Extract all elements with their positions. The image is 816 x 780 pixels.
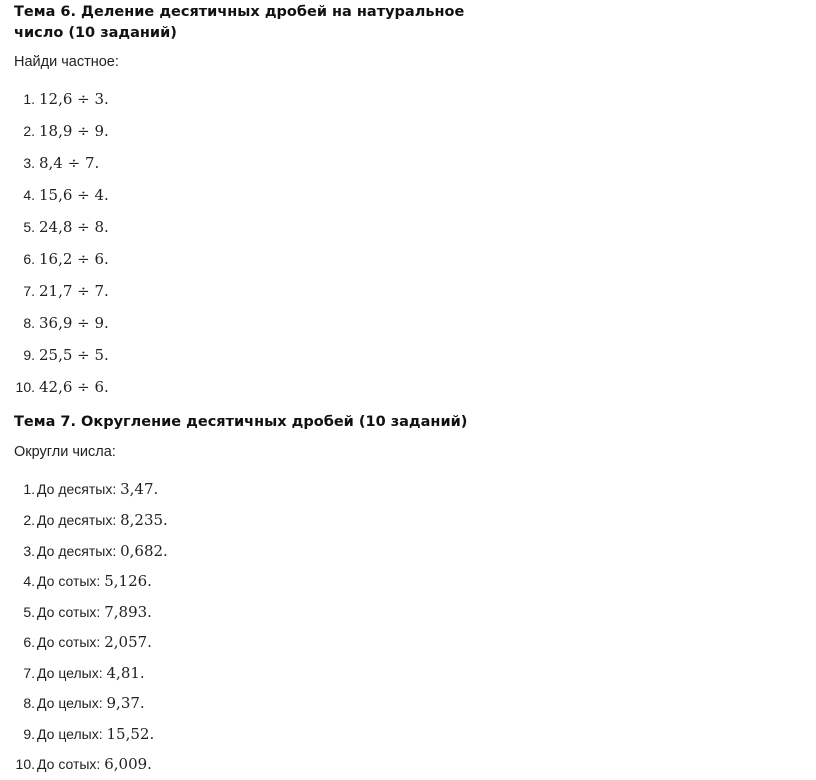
- rounding-value: 9,37.: [106, 694, 145, 712]
- rounding-task: [37, 479, 158, 499]
- topic7-title: Тема 7. Округление десятичных дробей (10 заданий): [14, 414, 468, 430]
- rounding-label: До сотых:: [37, 634, 105, 650]
- rounding-value: 0,682.: [120, 542, 168, 560]
- division-expression: 18,9 ÷ 9.: [39, 122, 109, 140]
- item-number: 5.: [23, 604, 35, 620]
- division-expression: 36,9 ÷ 9.: [39, 314, 109, 332]
- item-number: 5.: [23, 219, 35, 235]
- rounding-label: До целых:: [37, 665, 107, 681]
- rounding-label: До сотых:: [37, 573, 105, 589]
- rounding-label: До десятых:: [37, 481, 121, 497]
- item-number: 7.: [23, 283, 35, 299]
- topic6-intro: Найди частное:: [14, 54, 119, 70]
- item-number: 3.: [23, 543, 35, 559]
- rounding-task: [37, 510, 168, 530]
- item-number: 8.: [23, 695, 35, 711]
- item-number: 10.: [15, 756, 35, 772]
- division-expression: 12,6 ÷ 3.: [39, 90, 109, 108]
- division-expression: 8,4 ÷ 7.: [39, 154, 100, 172]
- rounding-task: [37, 663, 145, 683]
- rounding-value: 5,126.: [104, 572, 152, 590]
- rounding-value: 7,893.: [104, 603, 152, 621]
- rounding-value: 2,057.: [104, 633, 152, 651]
- division-expression: 15,6 ÷ 4.: [39, 186, 109, 204]
- division-expression: 42,6 ÷ 6.: [39, 378, 109, 396]
- item-number: 2.: [23, 123, 35, 139]
- rounding-label: До десятых:: [37, 512, 121, 528]
- item-number: 4.: [23, 187, 35, 203]
- rounding-value: 8,235.: [120, 511, 168, 529]
- item-number: 7.: [23, 665, 35, 681]
- rounding-task: [37, 602, 152, 622]
- division-expression: 21,7 ÷ 7.: [39, 282, 109, 300]
- topic6-title: Тема 6. Деление десятичных дробей на натуральное число (10 заданий): [14, 4, 465, 41]
- division-expression: 24,8 ÷ 8.: [39, 218, 109, 236]
- item-number: 2.: [23, 512, 35, 528]
- item-number: 1.: [23, 481, 35, 497]
- item-number: 6.: [23, 634, 35, 650]
- rounding-task: [37, 693, 145, 713]
- division-expression: 25,5 ÷ 5.: [39, 346, 109, 364]
- rounding-value: 6,009.: [104, 755, 152, 773]
- rounding-label: До сотых:: [37, 604, 105, 620]
- rounding-task: [37, 632, 152, 652]
- rounding-task: [37, 724, 154, 744]
- rounding-value: 3,47.: [120, 480, 159, 498]
- item-number: 9.: [23, 726, 35, 742]
- topic7-intro: Округли числа:: [14, 444, 116, 460]
- item-number: 1.: [23, 91, 35, 107]
- rounding-value: 4,81.: [106, 664, 145, 682]
- rounding-label: До сотых:: [37, 756, 105, 772]
- item-number: 6.: [23, 251, 35, 267]
- rounding-task: [37, 754, 152, 774]
- rounding-value: 15,52.: [106, 725, 155, 743]
- item-number: 8.: [23, 315, 35, 331]
- rounding-task: [37, 541, 168, 561]
- rounding-task: [37, 571, 152, 591]
- rounding-label: До целых:: [37, 695, 107, 711]
- item-number: 4.: [23, 573, 35, 589]
- item-number: 3.: [23, 155, 35, 171]
- division-expression: 16,2 ÷ 6.: [39, 250, 109, 268]
- item-number: 10.: [15, 379, 35, 395]
- item-number: 9.: [23, 347, 35, 363]
- rounding-label: До десятых:: [37, 543, 121, 559]
- rounding-label: До целых:: [37, 726, 107, 742]
